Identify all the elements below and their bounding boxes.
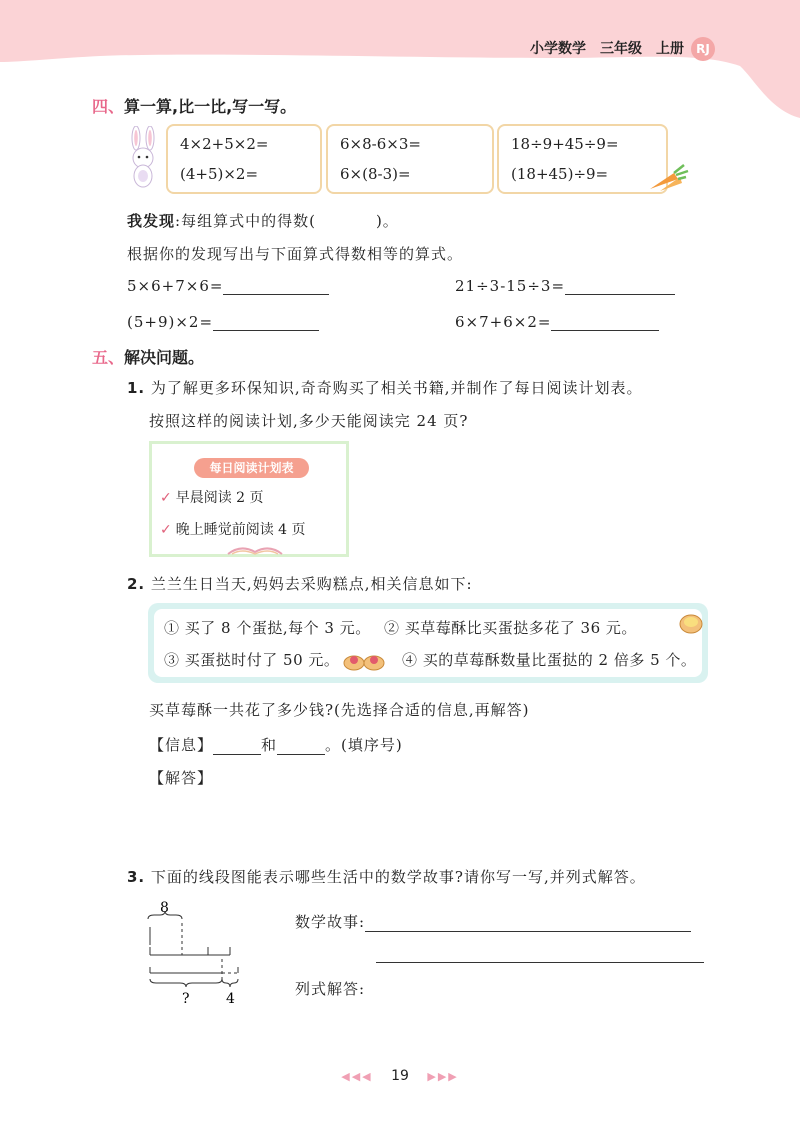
info-panel-inner	[154, 609, 702, 677]
story-label: 数学故事:	[295, 913, 366, 931]
header-subject: 小学数学	[530, 41, 586, 57]
exercise-2	[455, 277, 675, 295]
q2-question: 买草莓酥一共花了多少钱?(先选择合适的信息,再解答)	[149, 701, 530, 719]
discovery-end: )。	[375, 212, 399, 230]
checkmark-icon: ✓	[160, 522, 172, 538]
section-4-title	[92, 94, 296, 117]
q1-line1	[127, 377, 642, 398]
carrot-illustration	[644, 163, 690, 195]
discovery-text: :每组算式中的得数(	[175, 212, 316, 230]
instruction-text: 根据你的发现写出与下面算式得数相等的算式。	[127, 245, 464, 263]
exercise-expression: 6×7+6×2=	[455, 313, 552, 331]
strawberry-pastry-icon	[342, 649, 386, 673]
q3-text: 下面的线段图能表示哪些生活中的数学故事?请你写一写,并列式解答。	[150, 868, 646, 886]
reading-plan-title: 每日阅读计划表	[194, 458, 309, 478]
info-blank-2[interactable]	[277, 739, 325, 755]
q1-text: 为了解更多环保知识,奇奇购买了相关书籍,并制作了每日阅读计划表。	[150, 379, 643, 397]
diagram-label-8: 8	[160, 900, 169, 916]
solve-label: 列式解答:	[295, 980, 366, 998]
q2-text: 兰兰生日当天,妈妈去采购糕点,相关信息如下:	[150, 575, 473, 593]
diagram-label-4: 4	[226, 991, 235, 1007]
exercise-1	[127, 277, 329, 295]
math-story-row	[295, 911, 691, 932]
answer-blank[interactable]	[565, 279, 675, 295]
header-volume: 上册	[656, 41, 684, 57]
plan-item-text: 晚上睡觉前阅读 4 页	[175, 522, 306, 538]
calc-box-2	[326, 124, 494, 194]
info-panel	[148, 603, 708, 683]
calc-expression: 4×2+5×2=	[180, 135, 269, 153]
calc-box-3	[497, 124, 668, 194]
info-item-1: ① 买了 8 个蛋挞,每个 3 元。	[164, 619, 371, 637]
q1-number: 1.	[127, 379, 146, 397]
q3-number: 3.	[127, 868, 146, 886]
info-line-1	[164, 617, 637, 638]
answer-blank[interactable]	[213, 315, 319, 331]
q2-number: 2.	[127, 575, 146, 593]
page-footer	[0, 1068, 800, 1084]
calc-expression: 18÷9+45÷9=	[511, 135, 619, 153]
story-blank-1[interactable]	[365, 916, 691, 932]
edition-badge: RJ	[691, 37, 715, 61]
info-line-2	[164, 649, 696, 670]
section-5-title	[92, 345, 204, 368]
section-4-heading: 算一算,比一比,写一写。	[124, 97, 297, 116]
info-item-2: ② 买草莓酥比买蛋挞多花了 36 元。	[383, 619, 637, 637]
section-5-heading: 解决问题。	[124, 348, 205, 367]
exercise-4	[455, 313, 659, 331]
reading-plan-card	[149, 441, 349, 557]
open-book-icon	[226, 542, 284, 556]
calc-expression: (18+45)÷9=	[511, 165, 609, 183]
exercise-expression: 21÷3-15÷3=	[455, 277, 566, 295]
info-blank-1[interactable]	[213, 739, 261, 755]
left-arrows-icon: ◀◀◀	[341, 1070, 373, 1083]
info-and: 和	[261, 736, 278, 754]
rabbit-illustration	[122, 126, 166, 192]
right-arrows-icon: ▶▶▶	[427, 1070, 459, 1083]
answer-label: 【解答】	[149, 769, 214, 787]
exercise-expression: (5+9)×2=	[127, 313, 214, 331]
page-number: 19	[391, 1068, 409, 1084]
q2-info-fill	[149, 734, 403, 755]
info-label: 【信息】	[149, 736, 214, 754]
q2-line1	[127, 573, 473, 594]
checkmark-icon: ✓	[160, 490, 172, 506]
exercise-expression: 5×6+7×6=	[127, 277, 224, 295]
plan-item-text: 早晨阅读 2 页	[175, 490, 264, 506]
q1-line2: 按照这样的阅读计划,多少天能阅读完 24 页?	[149, 412, 469, 430]
header-title	[530, 38, 698, 58]
line-segment-diagram	[140, 895, 250, 1010]
discovery-label: 我发现	[127, 212, 176, 230]
plan-item	[160, 519, 306, 539]
story-blank-2[interactable]	[376, 962, 704, 963]
diagram-label-question: ?	[182, 991, 190, 1007]
info-item-3: ③ 买蛋挞时付了 50 元。	[164, 651, 340, 669]
section-4-number: 四、	[92, 97, 125, 116]
plan-item	[160, 487, 264, 507]
q3-line1	[127, 866, 646, 887]
info-suffix: 。(填序号)	[325, 736, 403, 754]
calc-expression: (4+5)×2=	[180, 165, 259, 183]
header-grade: 三年级	[600, 41, 642, 57]
section-5-number: 五、	[92, 348, 125, 367]
discovery-line	[127, 210, 399, 231]
calc-expression: 6×(8-3)=	[340, 165, 411, 183]
answer-blank[interactable]	[551, 315, 659, 331]
calc-box-1	[166, 124, 322, 194]
egg-tart-icon	[678, 611, 704, 635]
exercise-3	[127, 313, 319, 331]
answer-blank[interactable]	[223, 279, 329, 295]
calc-expression: 6×8-6×3=	[340, 135, 421, 153]
info-item-4: ④ 买的草莓酥数量比蛋挞的 2 倍多 5 个。	[401, 651, 697, 669]
